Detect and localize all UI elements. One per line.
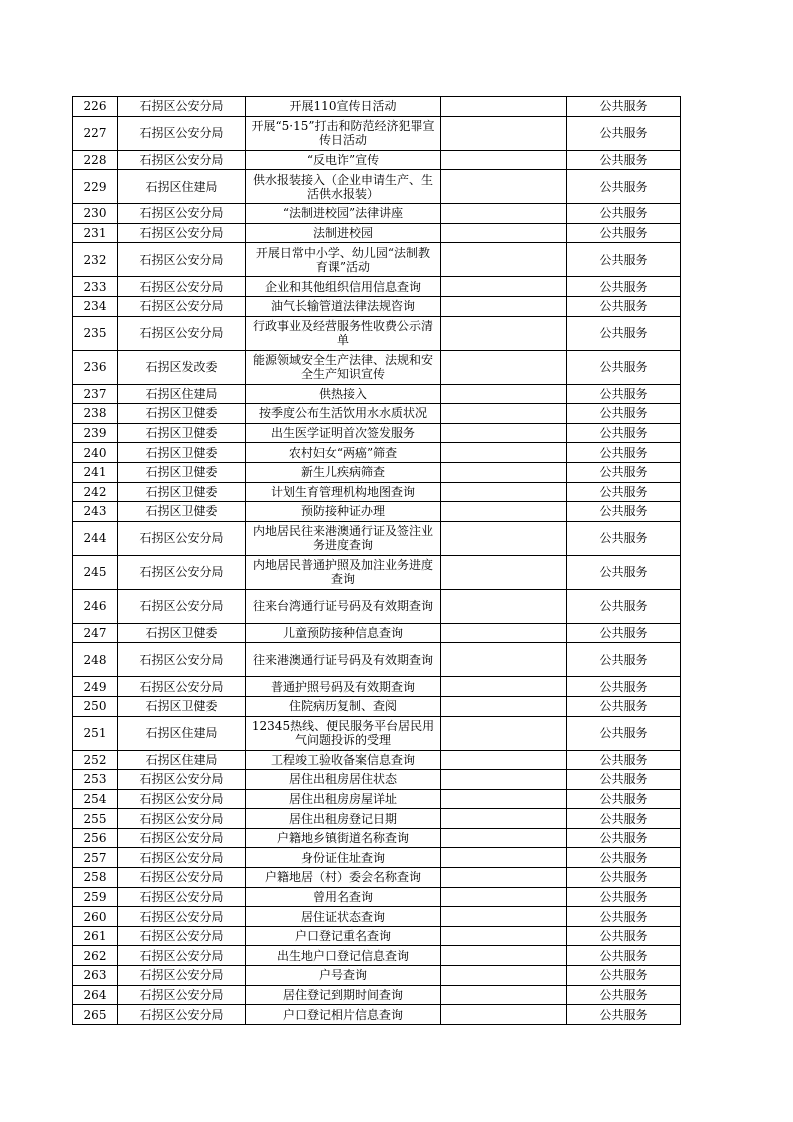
service-item-cell: 工程竣工验收备案信息查询 [246,750,441,770]
table-row [73,623,681,643]
table-row [73,423,681,443]
basis-cell [441,243,567,277]
basis-cell [441,643,567,677]
department-cell: 石拐区卫健委 [118,482,246,502]
row-number: 255 [73,809,118,829]
row-number: 226 [73,97,118,117]
basis-cell [441,384,567,404]
service-type-cell: 公共服务 [567,946,681,966]
row-number: 238 [73,404,118,424]
service-item-cell: 内地居民往来港澳通行证及签注业务进度查询 [246,521,441,555]
table-row [73,946,681,966]
basis-cell [441,423,567,443]
row-number: 239 [73,423,118,443]
service-item-cell: 曾用名查询 [246,887,441,907]
basis-cell [441,277,567,297]
service-item-cell: 住院病历复制、查阅 [246,696,441,716]
table-row [73,482,681,502]
department-cell: 石拐区卫健委 [118,462,246,482]
row-number: 231 [73,223,118,243]
basis-cell [441,623,567,643]
row-number: 241 [73,462,118,482]
service-item-cell: 儿童预防接种信息查询 [246,623,441,643]
table-row [73,521,681,555]
service-type-cell: 公共服务 [567,643,681,677]
service-item-cell: 居住出租房登记日期 [246,809,441,829]
service-type-cell: 公共服务 [567,926,681,946]
row-number: 235 [73,316,118,350]
service-type-cell: 公共服务 [567,770,681,790]
service-type-cell: 公共服务 [567,223,681,243]
service-item-cell: 供热接入 [246,384,441,404]
basis-cell [441,848,567,868]
service-type-cell: 公共服务 [567,828,681,848]
table-row [73,97,681,117]
department-cell: 石拐区公安分局 [118,828,246,848]
table-row [73,223,681,243]
service-type-cell: 公共服务 [567,462,681,482]
row-number: 227 [73,116,118,150]
department-cell: 石拐区公安分局 [118,97,246,117]
basis-cell [441,1005,567,1025]
basis-cell [441,462,567,482]
row-number: 251 [73,716,118,750]
service-item-cell: 居住出租房房屋详址 [246,789,441,809]
department-cell: 石拐区住建局 [118,716,246,750]
service-type-cell: 公共服务 [567,443,681,463]
table-row [73,809,681,829]
row-number: 250 [73,696,118,716]
department-cell: 石拐区公安分局 [118,243,246,277]
basis-cell [441,946,567,966]
service-type-cell: 公共服务 [567,589,681,623]
basis-cell [441,350,567,384]
basis-cell [441,809,567,829]
department-cell: 石拐区公安分局 [118,589,246,623]
department-cell: 石拐区公安分局 [118,887,246,907]
table-row [73,350,681,384]
basis-cell [441,887,567,907]
service-item-cell: 开展“5·15”打击和防范经济犯罪宣传日活动 [246,116,441,150]
department-cell: 石拐区公安分局 [118,770,246,790]
service-type-cell: 公共服务 [567,116,681,150]
basis-cell [441,316,567,350]
service-item-cell: 户号查询 [246,966,441,986]
basis-cell [441,521,567,555]
table-row [73,770,681,790]
service-type-cell: 公共服务 [567,521,681,555]
basis-cell [441,696,567,716]
row-number: 236 [73,350,118,384]
table-row [73,462,681,482]
service-item-cell: 法制进校园 [246,223,441,243]
basis-cell [441,985,567,1005]
table-row [73,116,681,150]
service-item-cell: 行政事业及经营服务性收费公示清单 [246,316,441,350]
basis-cell [441,828,567,848]
service-item-cell: 内地居民普通护照及加注业务进度查询 [246,555,441,589]
service-type-cell: 公共服务 [567,966,681,986]
service-type-cell: 公共服务 [567,868,681,888]
basis-cell [441,482,567,502]
service-item-cell: 居住登记到期时间查询 [246,985,441,1005]
basis-cell [441,770,567,790]
row-number: 233 [73,277,118,297]
department-cell: 石拐区公安分局 [118,296,246,316]
row-number: 229 [73,170,118,204]
basis-cell [441,868,567,888]
service-type-cell: 公共服务 [567,716,681,750]
service-type-cell: 公共服务 [567,750,681,770]
department-cell: 石拐区公安分局 [118,1005,246,1025]
table-row [73,985,681,1005]
service-type-cell: 公共服务 [567,809,681,829]
service-type-cell: 公共服务 [567,789,681,809]
department-cell: 石拐区卫健委 [118,502,246,522]
table-row [73,696,681,716]
basis-cell [441,926,567,946]
basis-cell [441,502,567,522]
table-row [73,750,681,770]
service-item-cell: 按季度公布生活饮用水水质状况 [246,404,441,424]
basis-cell [441,716,567,750]
service-item-cell: 户籍地居（村）委会名称查询 [246,868,441,888]
table-row [73,789,681,809]
service-item-cell: 往来港澳通行证号码及有效期查询 [246,643,441,677]
row-number: 261 [73,926,118,946]
table-row [73,716,681,750]
service-type-cell: 公共服务 [567,887,681,907]
service-item-cell: 预防接种证办理 [246,502,441,522]
department-cell: 石拐区公安分局 [118,116,246,150]
service-item-cell: 身份证住址查询 [246,848,441,868]
service-item-cell: 12345热线、便民服务平台居民用气问题投诉的受理 [246,716,441,750]
service-type-cell: 公共服务 [567,277,681,297]
department-cell: 石拐区公安分局 [118,868,246,888]
department-cell: 石拐区公安分局 [118,677,246,697]
row-number: 249 [73,677,118,697]
department-cell: 石拐区公安分局 [118,204,246,224]
service-type-cell: 公共服务 [567,384,681,404]
basis-cell [441,966,567,986]
row-number: 257 [73,848,118,868]
table-row [73,848,681,868]
service-type-cell: 公共服务 [567,423,681,443]
row-number: 253 [73,770,118,790]
row-number: 232 [73,243,118,277]
service-item-cell: 能源领域安全生产法律、法规和安全生产知识宣传 [246,350,441,384]
table-row [73,966,681,986]
table-row [73,643,681,677]
department-cell: 石拐区住建局 [118,750,246,770]
service-type-cell: 公共服务 [567,316,681,350]
service-type-cell: 公共服务 [567,1005,681,1025]
basis-cell [441,116,567,150]
service-item-cell: 新生儿疾病筛查 [246,462,441,482]
department-cell: 石拐区公安分局 [118,555,246,589]
row-number: 247 [73,623,118,643]
service-item-cell: “反电诈”宣传 [246,150,441,170]
table-row [73,170,681,204]
table-row [73,502,681,522]
department-cell: 石拐区住建局 [118,170,246,204]
service-item-cell: 往来台湾通行证号码及有效期查询 [246,589,441,623]
row-number: 265 [73,1005,118,1025]
table-row [73,150,681,170]
row-number: 248 [73,643,118,677]
basis-cell [441,443,567,463]
table-row [73,555,681,589]
table-row [73,926,681,946]
row-number: 243 [73,502,118,522]
service-type-cell: 公共服务 [567,502,681,522]
department-cell: 石拐区公安分局 [118,277,246,297]
row-number: 264 [73,985,118,1005]
basis-cell [441,750,567,770]
service-type-cell: 公共服务 [567,677,681,697]
service-type-cell: 公共服务 [567,150,681,170]
department-cell: 石拐区公安分局 [118,643,246,677]
row-number: 262 [73,946,118,966]
row-number: 260 [73,907,118,927]
department-cell: 石拐区公安分局 [118,946,246,966]
service-type-cell: 公共服务 [567,404,681,424]
department-cell: 石拐区公安分局 [118,223,246,243]
service-item-cell: 企业和其他组织信用信息查询 [246,277,441,297]
department-cell: 石拐区公安分局 [118,809,246,829]
department-cell: 石拐区公安分局 [118,789,246,809]
table-row [73,277,681,297]
service-item-cell: 户口登记相片信息查询 [246,1005,441,1025]
row-number: 256 [73,828,118,848]
basis-cell [441,404,567,424]
department-cell: 石拐区公安分局 [118,521,246,555]
row-number: 259 [73,887,118,907]
service-item-cell: 居住出租房居住状态 [246,770,441,790]
department-cell: 石拐区住建局 [118,384,246,404]
table-body [73,97,681,1025]
service-item-cell: 户籍地乡镇街道名称查询 [246,828,441,848]
service-item-cell: 供水报装接入（企业申请生产、生活供水报装） [246,170,441,204]
basis-cell [441,97,567,117]
row-number: 242 [73,482,118,502]
service-type-cell: 公共服务 [567,243,681,277]
service-item-cell: 居住证状态查询 [246,907,441,927]
service-item-cell: “法制进校园”法律讲座 [246,204,441,224]
table-row [73,1005,681,1025]
row-number: 245 [73,555,118,589]
basis-cell [441,150,567,170]
service-type-cell: 公共服务 [567,907,681,927]
table-row [73,404,681,424]
row-number: 244 [73,521,118,555]
table-row [73,204,681,224]
service-list-table [72,96,681,1025]
department-cell: 石拐区公安分局 [118,985,246,1005]
service-type-cell: 公共服务 [567,296,681,316]
table-row [73,443,681,463]
basis-cell [441,170,567,204]
service-item-cell: 户口登记重名查询 [246,926,441,946]
service-type-cell: 公共服务 [567,204,681,224]
service-item-cell: 开展日常中小学、幼儿园“法制教育课”活动 [246,243,441,277]
service-type-cell: 公共服务 [567,696,681,716]
department-cell: 石拐区卫健委 [118,443,246,463]
basis-cell [441,677,567,697]
table-row [73,296,681,316]
service-item-cell: 农村妇女“两癌”筛查 [246,443,441,463]
table-row [73,828,681,848]
basis-cell [441,223,567,243]
service-item-cell: 出生地户口登记信息查询 [246,946,441,966]
row-number: 237 [73,384,118,404]
table-row [73,384,681,404]
service-type-cell: 公共服务 [567,623,681,643]
basis-cell [441,296,567,316]
service-type-cell: 公共服务 [567,350,681,384]
service-type-cell: 公共服务 [567,985,681,1005]
service-item-cell: 普通护照号码及有效期查询 [246,677,441,697]
row-number: 254 [73,789,118,809]
table-row [73,677,681,697]
table-row [73,907,681,927]
basis-cell [441,789,567,809]
department-cell: 石拐区卫健委 [118,696,246,716]
department-cell: 石拐区公安分局 [118,150,246,170]
row-number: 263 [73,966,118,986]
department-cell: 石拐区卫健委 [118,404,246,424]
basis-cell [441,555,567,589]
basis-cell [441,204,567,224]
row-number: 230 [73,204,118,224]
department-cell: 石拐区发改委 [118,350,246,384]
department-cell: 石拐区公安分局 [118,966,246,986]
row-number: 252 [73,750,118,770]
service-item-cell: 计划生育管理机构地图查询 [246,482,441,502]
department-cell: 石拐区公安分局 [118,907,246,927]
basis-cell [441,907,567,927]
table-row [73,316,681,350]
service-item-cell: 开展110宣传日活动 [246,97,441,117]
service-type-cell: 公共服务 [567,555,681,589]
row-number: 258 [73,868,118,888]
department-cell: 石拐区卫健委 [118,623,246,643]
table-row [73,243,681,277]
row-number: 240 [73,443,118,463]
department-cell: 石拐区卫健委 [118,423,246,443]
basis-cell [441,589,567,623]
service-type-cell: 公共服务 [567,848,681,868]
service-type-cell: 公共服务 [567,97,681,117]
row-number: 246 [73,589,118,623]
row-number: 234 [73,296,118,316]
department-cell: 石拐区公安分局 [118,926,246,946]
service-type-cell: 公共服务 [567,170,681,204]
department-cell: 石拐区公安分局 [118,848,246,868]
service-item-cell: 出生医学证明首次签发服务 [246,423,441,443]
table-row [73,887,681,907]
table-row [73,868,681,888]
table-row [73,589,681,623]
row-number: 228 [73,150,118,170]
department-cell: 石拐区公安分局 [118,316,246,350]
service-type-cell: 公共服务 [567,482,681,502]
service-item-cell: 油气长输管道法律法规咨询 [246,296,441,316]
